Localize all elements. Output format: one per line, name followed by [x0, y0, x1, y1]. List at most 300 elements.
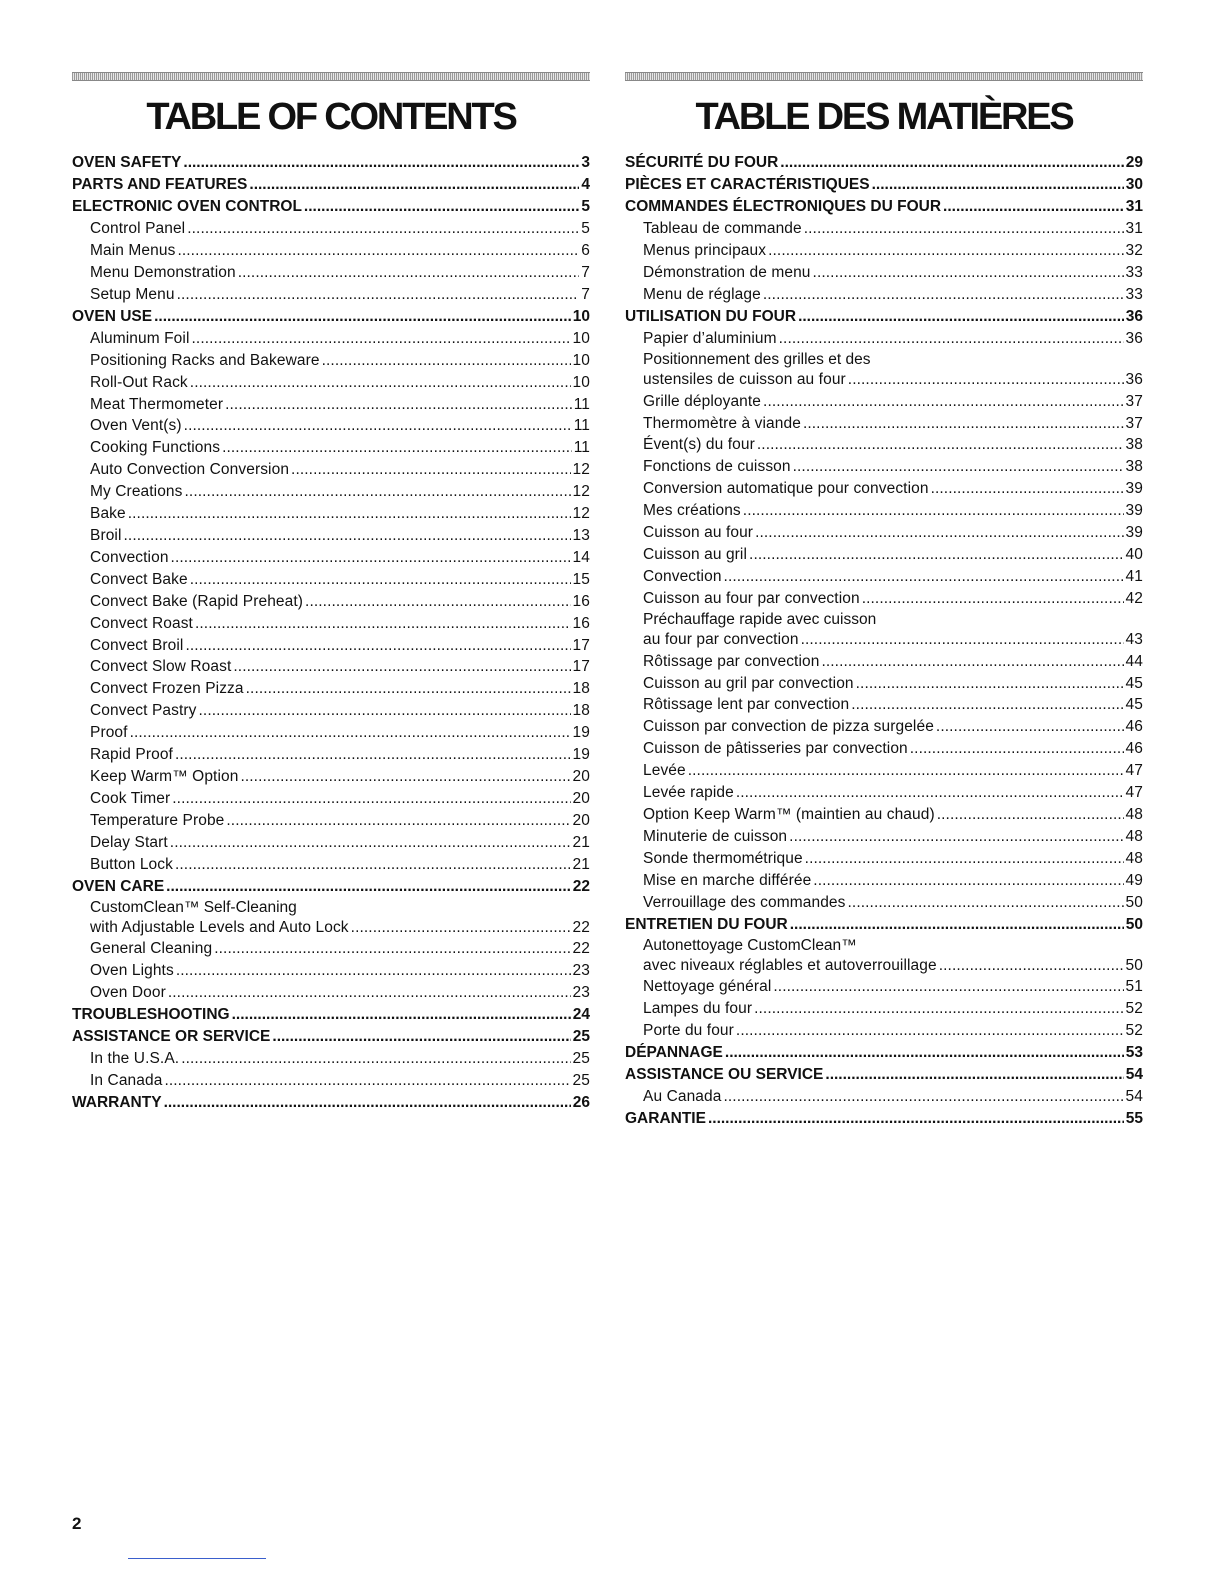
toc-section-entry[interactable]: [625, 306, 1143, 328]
entry-page-number: 17: [572, 636, 590, 654]
entry-page-number: 46: [1125, 740, 1143, 758]
toc-subsection-entry[interactable]: [625, 782, 1143, 804]
entry-page-number: 10: [572, 329, 590, 347]
toc-entries: [72, 152, 590, 1114]
entry-page-number: 39: [1125, 480, 1143, 498]
toc-subsection-entry[interactable]: [72, 678, 590, 700]
toc-section-entry[interactable]: [72, 152, 590, 174]
toc-subsection-entry[interactable]: [72, 459, 590, 481]
entry-page-number: 42: [1125, 589, 1143, 607]
dot-leader: [222, 437, 572, 459]
entry-page-number: 14: [572, 548, 590, 566]
entry-page-number: 50: [1125, 915, 1143, 933]
dot-leader: [779, 328, 1124, 350]
dot-leader: [185, 635, 570, 657]
entry-label: Rapid Proof: [90, 746, 173, 764]
entry-label: Option Keep Warm™ (maintien au chaud): [643, 805, 935, 823]
entry-page-number: 7: [581, 263, 590, 281]
dot-leader: [825, 1064, 1123, 1086]
entry-label: WARRANTY: [72, 1094, 162, 1112]
dot-leader: [175, 854, 571, 876]
toc-section-entry[interactable]: [625, 174, 1143, 196]
toc-subsection-entry[interactable]: [625, 1086, 1143, 1108]
toc-subsection-entry[interactable]: [72, 394, 590, 416]
entry-label: Cook Timer: [90, 789, 171, 807]
entry-page-number: 12: [572, 461, 590, 479]
entry-label: ENTRETIEN DU FOUR: [625, 915, 788, 933]
dot-leader: [813, 262, 1124, 284]
entry-label: Cuisson au four: [643, 524, 754, 542]
dot-leader: [773, 976, 1123, 998]
entry-page-number: 33: [1125, 285, 1143, 303]
entry-label: Verrouillage des commandes: [643, 893, 846, 911]
dot-leader: [736, 782, 1124, 804]
toc-section-entry[interactable]: [72, 1004, 590, 1026]
dot-leader: [124, 525, 571, 547]
entry-page-number: 6: [581, 242, 590, 259]
dot-leader: [848, 369, 1124, 391]
toc-subsection-entry[interactable]: [72, 437, 590, 459]
entry-page-number: 24: [572, 1006, 590, 1024]
toc-subsection-entry[interactable]: [72, 700, 590, 722]
entry-label: Porte du four: [643, 1022, 734, 1040]
entry-page-number: 47: [1125, 762, 1143, 780]
toc-subsection-entry[interactable]: [625, 350, 1143, 369]
dot-leader: [724, 566, 1124, 588]
entry-page-number: 51: [1125, 978, 1143, 996]
entry-page-number: 37: [1125, 392, 1143, 410]
toc-subsection-entry[interactable]: [72, 262, 590, 284]
entry-page-number: 23: [572, 984, 590, 1002]
toc-subsection-entry[interactable]: [625, 218, 1143, 240]
entry-page-number: 5: [581, 220, 590, 238]
entry-label: Oven Lights: [90, 962, 174, 980]
dot-leader: [931, 478, 1124, 500]
entry-label: Rôtissage par convection: [643, 652, 820, 670]
entry-label: Levée rapide: [643, 784, 734, 802]
dot-leader: [763, 391, 1124, 413]
entry-label: Positionnement des grilles et des: [643, 350, 871, 368]
entry-label: Conversion automatique pour convection: [643, 480, 929, 498]
entry-label: Tableau de commande: [643, 220, 802, 238]
entry-label: Positioning Racks and Bakeware: [90, 351, 320, 369]
entry-page-number: 39: [1125, 502, 1143, 520]
entry-page-number: 36: [1125, 329, 1143, 347]
toc-section-entry[interactable]: [72, 174, 590, 196]
entry-page-number: 7: [581, 285, 590, 303]
entry-page-number: 20: [572, 789, 590, 807]
toc-subsection-entry[interactable]: [625, 651, 1143, 673]
entry-label: Mise en marche différée: [643, 871, 812, 889]
entry-label: Fonctions de cuisson: [643, 458, 791, 476]
toc-subsection-entry[interactable]: [72, 810, 590, 832]
toc-subsection-entry[interactable]: [72, 1070, 590, 1092]
entry-page-number: 48: [1125, 827, 1143, 845]
toc-subsection-entry[interactable]: [72, 635, 590, 657]
entry-label: UTILISATION DU FOUR: [625, 307, 797, 325]
entry-label: Keep Warm™ Option: [90, 767, 239, 785]
toc-subsection-entry[interactable]: [625, 434, 1143, 456]
dot-leader: [195, 613, 571, 635]
toc-subsection-entry[interactable]: [72, 547, 590, 569]
dot-leader: [910, 738, 1124, 760]
toc-subsection-entry[interactable]: [625, 826, 1143, 848]
entry-label: PIÈCES ET CARACTÉRISTIQUES: [625, 176, 870, 194]
toc-subsection-entry[interactable]: [72, 898, 590, 917]
entry-page-number: 10: [572, 373, 590, 391]
toc-title: TABLE DES MATIÈRES: [695, 96, 1073, 138]
entry-label: TROUBLESHOOTING: [72, 1006, 230, 1024]
entry-page-number: 46: [1125, 718, 1143, 736]
toc-subsection-entry[interactable]: [72, 766, 590, 788]
entry-page-number: 21: [572, 833, 590, 851]
dot-leader: [304, 196, 579, 218]
dot-leader: [708, 1108, 1124, 1130]
entry-label: Minuterie de cuisson: [643, 827, 788, 845]
dot-leader: [801, 629, 1124, 651]
toc-subsection-entry[interactable]: [72, 722, 590, 744]
toc-subsection-entry[interactable]: [625, 716, 1143, 738]
entry-label: OVEN CARE: [72, 877, 165, 895]
entry-label: Sonde thermométrique: [643, 849, 803, 867]
dot-leader: [240, 766, 570, 788]
entry-label: COMMANDES ÉLECTRONIQUES DU FOUR: [625, 198, 942, 216]
dot-leader: [939, 955, 1124, 977]
toc-subsection-entry[interactable]: [625, 936, 1143, 955]
toc-subsection-entry[interactable]: [72, 415, 590, 437]
toc-subsection-entry[interactable]: [72, 613, 590, 635]
toc-subsection-entry[interactable]: [625, 544, 1143, 566]
page-number: 2: [72, 1514, 82, 1533]
dot-leader: [723, 1086, 1123, 1108]
entry-page-number: 25: [572, 1072, 590, 1090]
entry-label: My Creations: [90, 483, 183, 501]
dot-leader: [725, 1042, 1124, 1064]
entry-page-number: 32: [1125, 242, 1143, 259]
dot-leader: [821, 651, 1123, 673]
toc-subsection-entry[interactable]: [625, 870, 1143, 892]
toc-subsection-entry[interactable]: [625, 369, 1143, 391]
dot-leader: [192, 328, 571, 350]
entry-page-number: 29: [1125, 154, 1143, 171]
dot-leader: [688, 760, 1124, 782]
entry-label: Auto Convection Conversion: [90, 461, 290, 479]
toc-subsection-entry[interactable]: [625, 848, 1143, 870]
entry-page-number: 45: [1125, 696, 1143, 714]
dot-leader: [780, 152, 1123, 174]
entry-page-number: 11: [573, 417, 590, 435]
toc-subsection-entry[interactable]: [625, 1020, 1143, 1042]
entry-label: Convect Roast: [90, 614, 193, 632]
entry-label: Cooking Functions: [90, 439, 221, 457]
entry-page-number: 45: [1125, 674, 1143, 692]
dot-leader: [226, 810, 570, 832]
header-rule: [72, 72, 590, 81]
toc-subsection-entry[interactable]: [625, 240, 1143, 262]
toc-subsection-entry[interactable]: [72, 960, 590, 982]
dot-leader: [943, 196, 1124, 218]
toc-subsection-entry[interactable]: [72, 525, 590, 547]
entry-label: Convection: [90, 548, 169, 566]
entry-label: Menus principaux: [643, 242, 767, 259]
toc-entries: [625, 152, 1143, 1130]
toc-section-entry[interactable]: [72, 196, 590, 218]
entry-page-number: 54: [1125, 1088, 1143, 1106]
entry-label: Broil: [90, 526, 122, 544]
dot-leader: [128, 503, 571, 525]
toc-subsection-entry[interactable]: [625, 262, 1143, 284]
toc-subsection-entry[interactable]: [625, 804, 1143, 826]
entry-label: Cuisson au four par convection: [643, 589, 860, 607]
dot-leader: [249, 174, 579, 196]
entry-label: GARANTIE: [625, 1110, 706, 1128]
dot-leader: [322, 350, 571, 372]
toc-subsection-entry[interactable]: [72, 481, 590, 503]
entry-page-number: 30: [1125, 176, 1143, 194]
entry-page-number: 47: [1125, 784, 1143, 802]
toc-subsection-entry[interactable]: [625, 413, 1143, 435]
toc-section-entry[interactable]: [625, 1042, 1143, 1064]
dot-leader: [225, 394, 572, 416]
dot-leader: [130, 722, 571, 744]
toc-section-entry[interactable]: [625, 152, 1143, 174]
entry-label: Control Panel: [90, 220, 186, 238]
entry-page-number: 43: [1125, 630, 1143, 648]
entry-label: Meat Thermometer: [90, 395, 224, 413]
dot-leader: [862, 588, 1124, 610]
dot-leader: [813, 870, 1123, 892]
dot-leader: [805, 848, 1124, 870]
dot-leader: [793, 456, 1124, 478]
toc-english-column: [72, 72, 590, 1114]
entry-label: OVEN SAFETY: [72, 154, 182, 171]
toc-subsection-entry[interactable]: [625, 284, 1143, 306]
toc-subsection-entry[interactable]: [72, 854, 590, 876]
toc-subsection-entry[interactable]: [72, 218, 590, 240]
toc-section-entry[interactable]: [625, 196, 1143, 218]
entry-page-number: 12: [572, 483, 590, 501]
toc-subsection-entry[interactable]: [625, 500, 1143, 522]
dot-leader: [305, 591, 571, 613]
toc-subsection-entry[interactable]: [625, 976, 1143, 998]
dot-leader: [164, 1092, 571, 1114]
dot-leader: [238, 262, 580, 284]
dot-leader: [187, 218, 579, 240]
entry-page-number: 11: [573, 395, 590, 413]
toc-subsection-entry[interactable]: [72, 591, 590, 613]
dot-leader: [183, 152, 579, 174]
toc-subsection-entry[interactable]: [72, 372, 590, 394]
dot-leader: [936, 716, 1124, 738]
toc-section-entry[interactable]: [625, 914, 1143, 936]
dot-leader: [291, 459, 571, 481]
toc-subsection-entry[interactable]: [72, 917, 590, 939]
entry-label: In Canada: [90, 1072, 163, 1090]
dot-leader: [175, 744, 571, 766]
entry-page-number: 38: [1125, 436, 1143, 454]
entry-label: Bake: [90, 505, 126, 523]
entry-label: Convect Slow Roast: [90, 658, 232, 676]
entry-label: SÉCURITÉ DU FOUR: [625, 154, 779, 171]
toc-section-entry[interactable]: [625, 1108, 1143, 1130]
entry-page-number: 48: [1125, 849, 1143, 867]
entry-label: Papier d’aluminium: [643, 329, 777, 347]
toc-subsection-entry[interactable]: [72, 788, 590, 810]
dot-leader: [176, 960, 571, 982]
entry-label: ustensiles de cuisson au four: [643, 370, 846, 388]
dot-leader: [803, 413, 1124, 435]
toc-section-entry[interactable]: [72, 1092, 590, 1114]
entry-page-number: 20: [572, 767, 590, 785]
toc-subsection-entry[interactable]: [625, 328, 1143, 350]
toc-subsection-entry[interactable]: [625, 629, 1143, 651]
dot-leader: [272, 1026, 570, 1048]
toc-subsection-entry[interactable]: [625, 478, 1143, 500]
toc-subsection-entry[interactable]: [72, 240, 590, 262]
entry-page-number: 33: [1125, 263, 1143, 281]
entry-label: ASSISTANCE OR SERVICE: [72, 1028, 271, 1046]
entry-page-number: 18: [572, 680, 590, 698]
toc-subsection-entry[interactable]: [625, 522, 1143, 544]
toc-subsection-entry[interactable]: [625, 694, 1143, 716]
entry-label: Button Lock: [90, 855, 173, 873]
toc-subsection-entry[interactable]: [72, 656, 590, 678]
dot-leader: [937, 804, 1124, 826]
dot-leader: [166, 876, 571, 898]
dot-leader: [232, 1004, 571, 1026]
toc-subsection-entry[interactable]: [72, 328, 590, 350]
entry-page-number: 48: [1125, 805, 1143, 823]
toc-section-entry[interactable]: [625, 1064, 1143, 1086]
entry-page-number: 13: [572, 526, 590, 544]
entry-page-number: 18: [572, 702, 590, 720]
toc-subsection-entry[interactable]: [72, 982, 590, 1004]
toc-subsection-entry[interactable]: [625, 588, 1143, 610]
entry-page-number: 36: [1125, 370, 1143, 388]
dot-leader: [754, 998, 1123, 1020]
dot-leader: [170, 832, 571, 854]
entry-label: Convect Bake: [90, 570, 188, 588]
entry-page-number: 37: [1125, 414, 1143, 432]
entry-page-number: 53: [1125, 1044, 1143, 1062]
entry-page-number: 50: [1125, 956, 1143, 974]
toc-subsection-entry[interactable]: [72, 744, 590, 766]
entry-page-number: 22: [572, 918, 590, 936]
dot-leader: [181, 1048, 570, 1070]
entry-label: Convect Broil: [90, 636, 184, 654]
dot-leader: [168, 982, 571, 1004]
entry-label: OVEN USE: [72, 307, 153, 325]
entry-page-number: 49: [1125, 871, 1143, 889]
toc-subsection-entry[interactable]: [72, 832, 590, 854]
entry-page-number: 21: [572, 855, 590, 873]
dot-leader: [743, 500, 1124, 522]
toc-subsection-entry[interactable]: [625, 391, 1143, 413]
dot-leader: [351, 917, 571, 939]
entry-page-number: 50: [1125, 893, 1143, 911]
entry-page-number: 25: [572, 1028, 590, 1046]
entry-page-number: 10: [572, 351, 590, 369]
toc-subsection-entry[interactable]: [625, 673, 1143, 695]
dot-leader: [763, 284, 1124, 306]
dot-leader: [184, 415, 572, 437]
dot-leader: [172, 788, 570, 810]
toc-subsection-entry[interactable]: [625, 456, 1143, 478]
entry-label: PARTS AND FEATURES: [72, 176, 248, 194]
toc-subsection-entry[interactable]: [625, 760, 1143, 782]
entry-label: Cuisson de pâtisseries par convection: [643, 740, 908, 758]
entry-label: Mes créations: [643, 502, 741, 520]
entry-label: Cuisson au gril par convection: [643, 674, 854, 692]
dot-leader: [804, 218, 1124, 240]
toc-subsection-entry[interactable]: [72, 569, 590, 591]
dot-leader: [246, 678, 571, 700]
entry-page-number: 17: [572, 658, 590, 676]
entry-label: au four par convection: [643, 630, 799, 648]
toc-subsection-entry[interactable]: [625, 610, 1143, 629]
entry-label: Lampes du four: [643, 1000, 753, 1018]
entry-page-number: 38: [1125, 458, 1143, 476]
dot-leader: [757, 434, 1124, 456]
entry-page-number: 36: [1125, 307, 1143, 325]
entry-label: Menu de réglage: [643, 285, 761, 303]
toc-subsection-entry[interactable]: [625, 998, 1143, 1020]
toc-subsection-entry[interactable]: [72, 503, 590, 525]
entry-label: Évent(s) du four: [643, 436, 755, 454]
dot-leader: [768, 240, 1123, 262]
entry-label: Thermomètre à viande: [643, 414, 801, 432]
dot-leader: [214, 938, 570, 960]
toc-subsection-entry[interactable]: [72, 938, 590, 960]
toc-section-entry[interactable]: [72, 1026, 590, 1048]
toc-subsection-entry[interactable]: [625, 892, 1143, 914]
toc-section-entry[interactable]: [72, 306, 590, 328]
entry-label: with Adjustable Levels and Auto Lock: [90, 918, 349, 936]
dot-leader: [755, 522, 1123, 544]
dot-leader: [872, 174, 1124, 196]
entry-label: Cuisson par convection de pizza surgelée: [643, 718, 934, 736]
entry-label: Démonstration de menu: [643, 263, 811, 281]
dot-leader: [749, 544, 1124, 566]
toc-subsection-entry[interactable]: [72, 350, 590, 372]
entry-label: General Cleaning: [90, 940, 213, 958]
entry-label: DÉPANNAGE: [625, 1044, 723, 1062]
entry-page-number: 22: [572, 940, 590, 958]
dot-leader: [736, 1020, 1124, 1042]
entry-label: Oven Door: [90, 984, 166, 1002]
entry-page-number: 10: [572, 307, 590, 325]
entry-label: Autonettoyage CustomClean™: [643, 936, 857, 954]
dot-leader: [233, 656, 570, 678]
toc-subsection-entry[interactable]: [625, 955, 1143, 977]
dot-leader: [798, 306, 1124, 328]
entry-label: Aluminum Foil: [90, 329, 190, 347]
toc-section-entry[interactable]: [72, 876, 590, 898]
toc-subsection-entry[interactable]: [72, 284, 590, 306]
toc-subsection-entry[interactable]: [625, 738, 1143, 760]
entry-page-number: 31: [1125, 198, 1143, 216]
entry-page-number: 41: [1125, 567, 1143, 585]
dot-leader: [185, 481, 571, 503]
toc-subsection-entry[interactable]: [625, 566, 1143, 588]
entry-label: avec niveaux réglables et autoverrouillage: [643, 956, 937, 974]
dot-leader: [177, 240, 579, 262]
entry-label: Convect Pastry: [90, 702, 197, 720]
toc-subsection-entry[interactable]: [72, 1048, 590, 1070]
entry-page-number: 40: [1125, 545, 1143, 563]
entry-page-number: 15: [572, 570, 590, 588]
dot-leader: [199, 700, 571, 722]
